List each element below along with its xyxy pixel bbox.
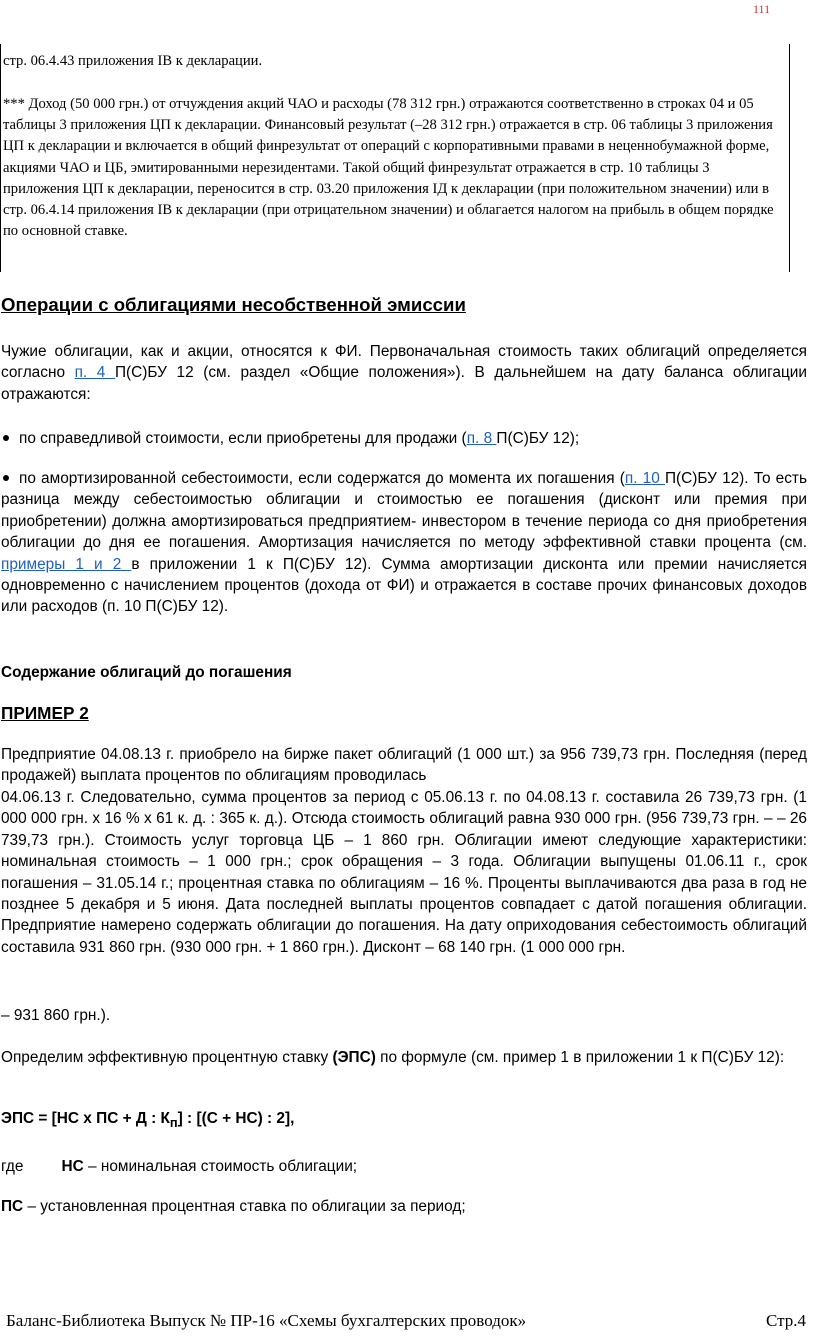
bullet-amortized-cost: по амортизированной себестоимости, если содержатся до момента их погашения (п. 10 П(С)БУ 12). То есть разница между себестоимостью облигации и стоимостью ее погашения (дисконт или премия при приобретении) должна амортизироваться предприятием- инвестором в течение периода со дня приобретения облигации до дня ее погашения. Амортизация начисляется по методу эффективной ставки процента (см. примеры 1 и 2 в приложении 1 к П(С)БУ 12). Сумма амортизации дисконта или премии начисляется одновременно с начислением процентов (дохода от ФИ) и отражается в составе прочих финансовых доходов или расходов (п. 10 П(С)БУ 12). [1, 470, 807, 616]
note-paragraph: *** Доход (50 000 грн.) от отчуждения акций ЧАО и расходы (78 312 грн.) отражаются соответственно в строках 04 и 05 таблицы 3 приложения ЦП к декларации. Финансовый результат (–28 312 грн.) отражается в стр. 06 таблицы 3 приложения ЦП к декларации и включается в общий финрезультат от операций с корпоративными правами в неценнобумажной форме, акциями ЧАО и ЦБ, эмитированными нерезидентами. Такой общий финрезультат отражается в стр. 10 таблицы 3 приложения ЦП к декларации, переносится в стр. 03.20 приложения ІД к декларации (при положительном значении) или в стр. 06.4.14 приложения ІВ к декларации (при отрицательном значении) и облагается налогом на прибыль в общем порядке по основной ставке. [3, 96, 774, 240]
subheading: Содержание облигаций до погашения [1, 664, 292, 681]
example-line-end: – 931 860 грн.). [1, 1007, 111, 1024]
example-body: 04.06.13 г. Следовательно, сумма процентов за период с 05.06.13 г. по 04.08.13 г. составила 26 739,73 грн. (1 000 000 грн. х 16 % х 61 к. д. : 365 к. д.). Отсюда стоимость облигаций равна 930 000 грн. (956 739,73 грн. – – 26 739,73 грн.). Стоимость услуг торговца ЦБ – 1 860 грн. Облигации имеют следующие характеристики: номинальная стоимость – 1 000 грн.; срок обращения – 3 года. Облигации выпущены 01.06.11 г., срок погашения – 31.05.14 г.; процентная ставка по облигациям – 16 %. Проценты выплачиваются два раза в год не позднее 5 декабря и 5 июня. Дата последней выплаты процентов совпадает с датой погашения облигации. Предприятие намерено содержать облигации до погашения. На дату оприходования себестоимость облигаций составила 931 860 грн. (930 000 грн. + 1 860 грн.). Дисконт – 68 140 грн. (1 000 000 грн. [1, 789, 807, 956]
intro-paragraph: Чужие облигации, как и акции, относятся к ФИ. Первоначальная стоимость таких облигаций определяется согласно п. 4 П(С)БУ 12 (см. раздел «Общие положения»). В дальнейшем на дату баланса облигации отражаются: [1, 343, 807, 403]
link-p4[interactable]: п. 4 [74, 364, 115, 382]
example-title: ПРИМЕР 2 [1, 703, 89, 723]
footer [6, 1311, 806, 1331]
eps-formula: ЭПС = [НС х ПС + Д : $К_п$] : [(С + НС) : 2], [1, 1110, 295, 1131]
definition-nc: где НС – номинальная стоимость облигации; [1, 1158, 358, 1175]
link-examples[interactable]: примеры 1 и 2 [1, 555, 132, 573]
link-p10[interactable]: п. 10 [624, 470, 665, 487]
footer-page: Стр.4 [765, 1311, 806, 1330]
eps-intro: Определим эффективную процентную ставку (ЭПС) по формуле (см. пример 1 в приложении 1 к П(С)БУ 12): [1, 1049, 785, 1066]
bullet-icon [3, 435, 9, 441]
example-line-1: Предприятие 04.08.13 г. приобрело на бирже пакет облигаций (1 000 шт.) за 956 739,73 грн. Последняя (перед продажей) выплата процентов по облигациям проводилась [1, 746, 807, 785]
link-p8[interactable]: п. 8 [466, 430, 497, 447]
section-title: Операции с облигациями несобственной эмиссии [1, 294, 466, 315]
page-number: 111 [753, 2, 771, 16]
definition-pc: ПС – установленная процентная ставка по облигации за период; [1, 1198, 466, 1215]
bullet-icon [3, 475, 9, 481]
footer-title: Баланс-Библиотека Выпуск № ПР-16 «Схемы бухгалтерских проводок» [6, 1311, 527, 1330]
bullet-fair-value: по справедливой стоимости, если приобретены для продажи (п. 8 П(С)БУ 12); [1, 428, 807, 449]
note-line: стр. 06.4.43 приложения ІВ к декларации. [3, 53, 263, 69]
